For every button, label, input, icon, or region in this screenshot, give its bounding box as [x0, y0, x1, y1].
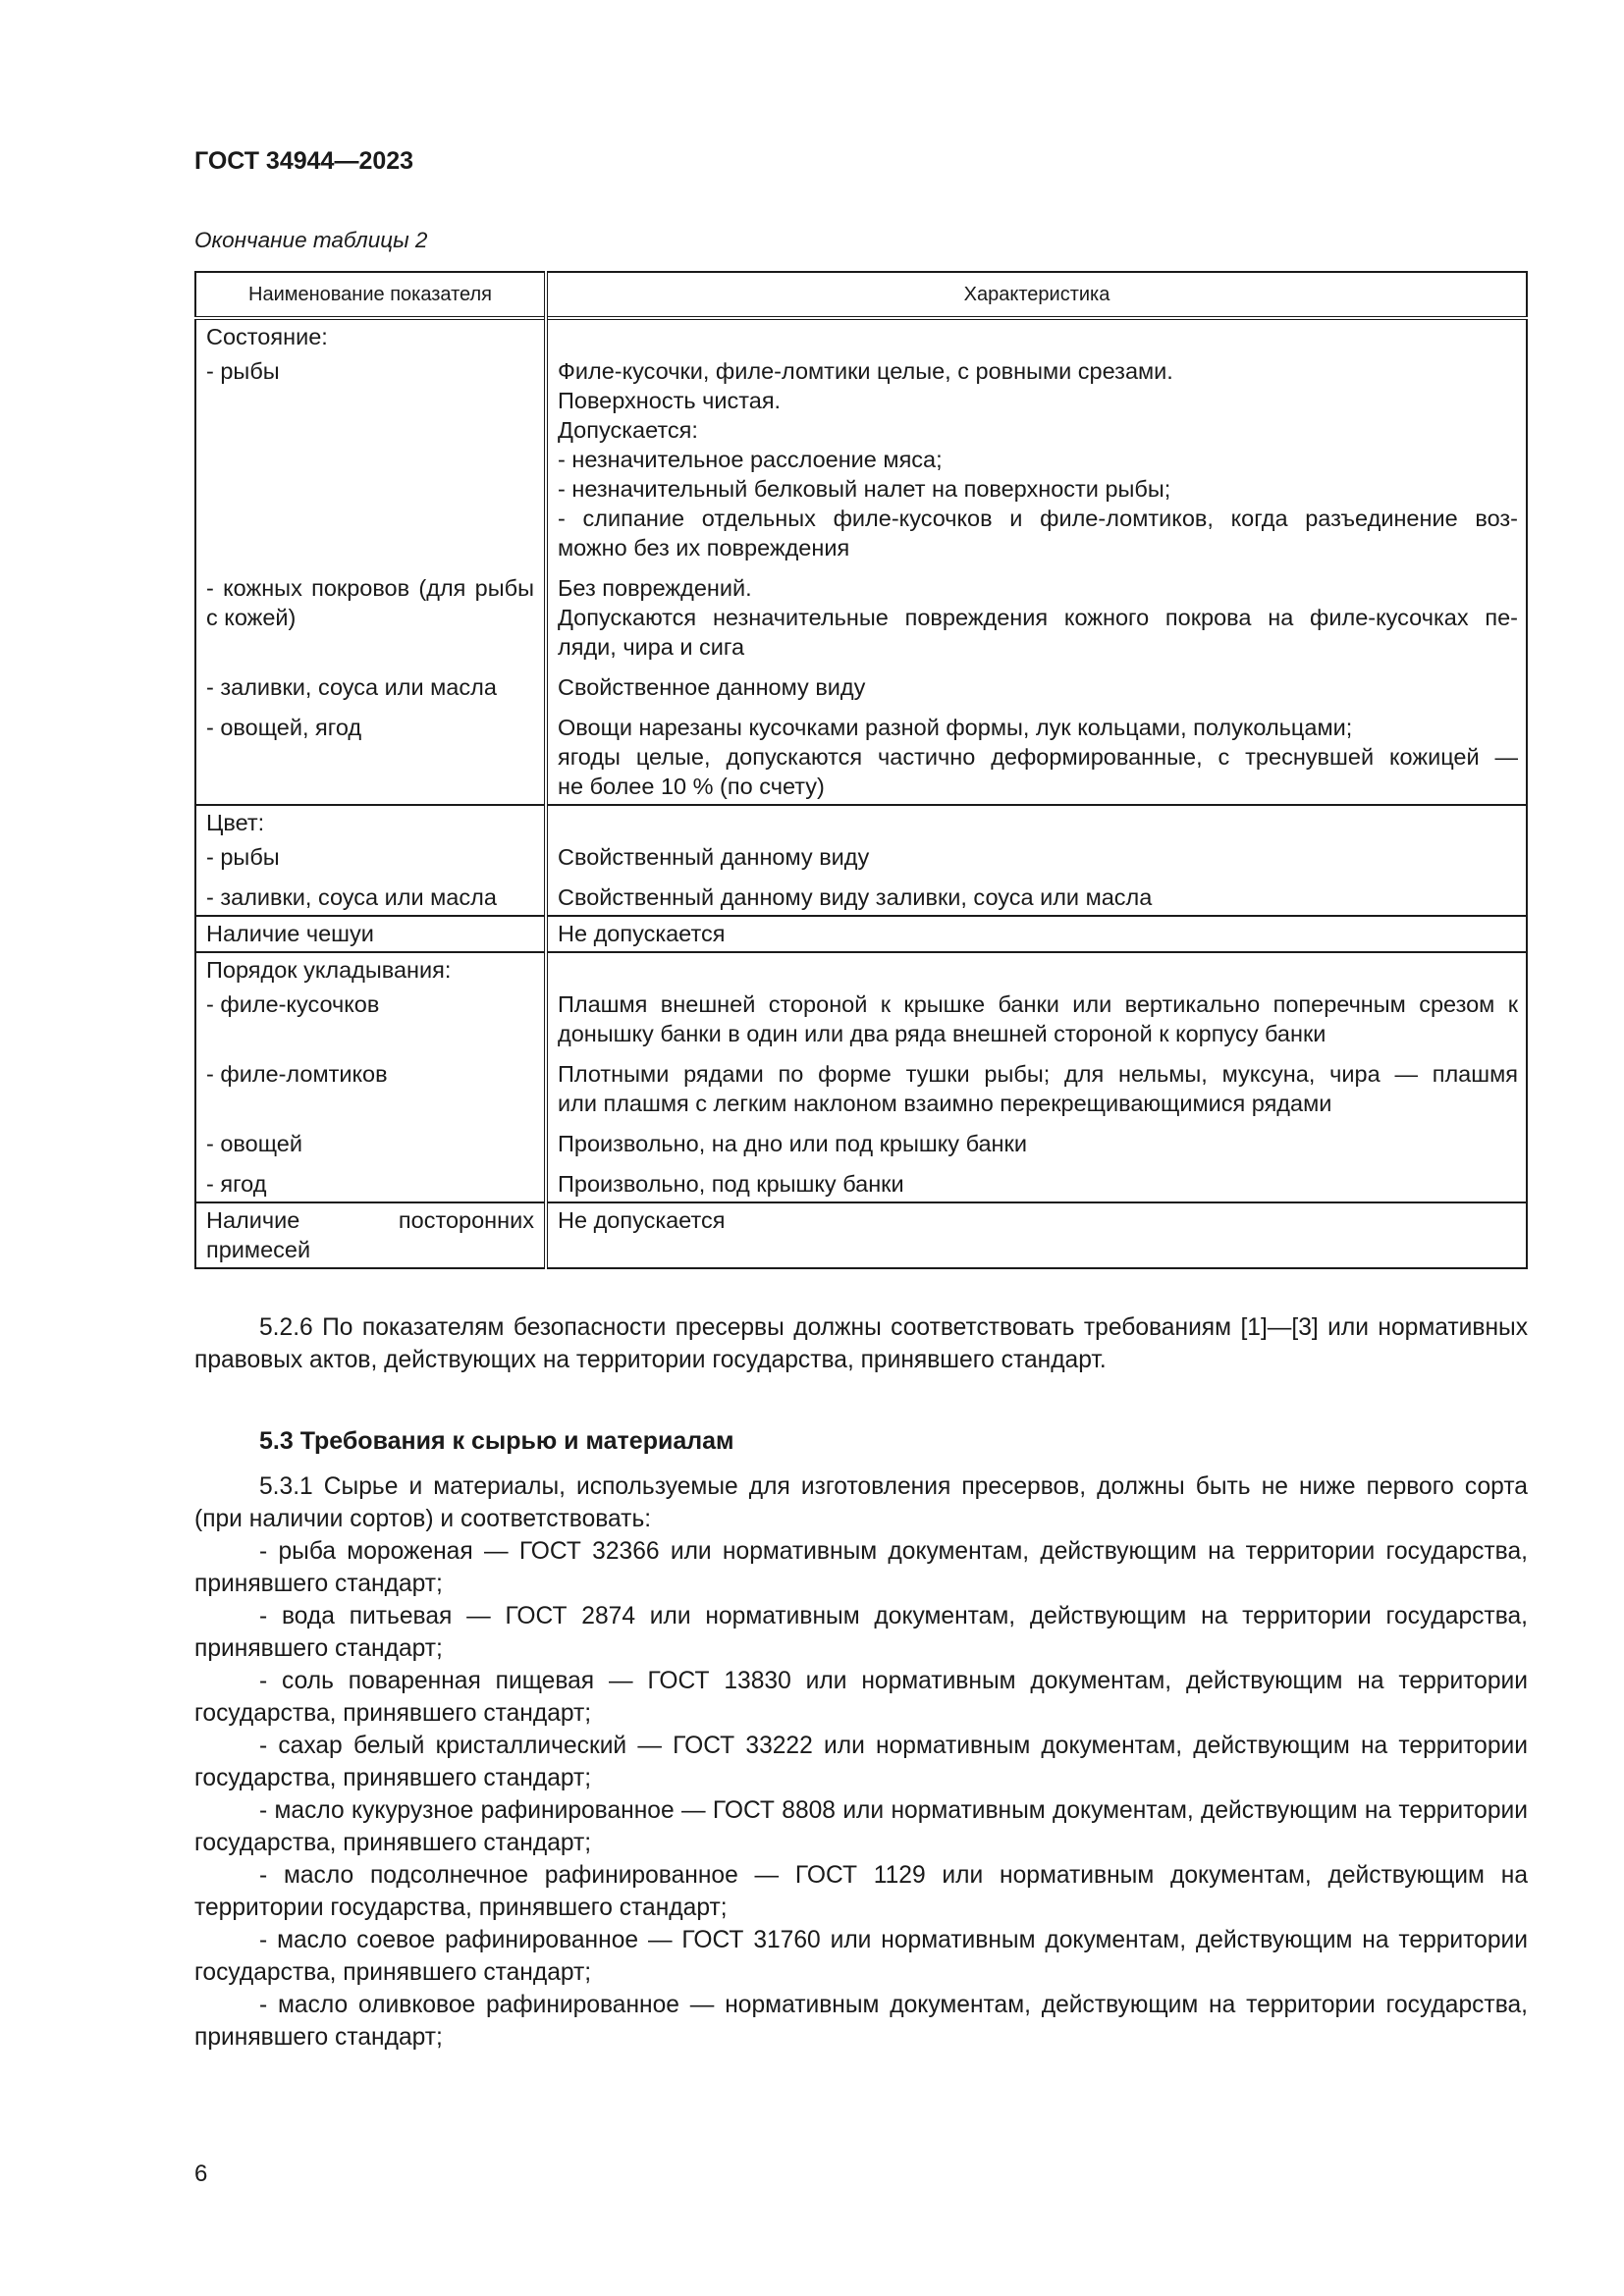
table-row	[195, 916, 1527, 952]
row-value: Плашмя внешней стороной к крышке банки или вертикально поперечным срезом к донышку банки в один или два ряда внешней стороной к корпусу банки	[558, 991, 1518, 1046]
table-row	[195, 665, 1527, 705]
table-row	[195, 1202, 1527, 1268]
section-5-3-body	[194, 1470, 1528, 2054]
list-item: - вода питьевая — ГОСТ 2874 или нормативным документам, действующим на территории государства, принявшего стандарт;	[194, 1603, 1528, 1662]
paragraph-5-2-6-block	[194, 1311, 1528, 1376]
row-name: - овощей, ягод	[195, 705, 546, 805]
row-value: Без повреждений. Допускаются незначительные повреждения кожного покрова на филе-кусочках пе- ляди, чира и сига	[558, 575, 1518, 660]
table-row	[195, 318, 1527, 354]
page-number: 6	[194, 2161, 208, 2187]
table-row	[195, 805, 1527, 840]
page-header: ГОСТ 34944—2023	[194, 147, 414, 175]
table-row	[195, 1161, 1527, 1202]
row-value: Произвольно, на дно или под крышку банки	[558, 1131, 1027, 1156]
row-name: Наличие посторонних примесей	[195, 1202, 546, 1268]
group-title-packing: Порядок укладывания:	[195, 952, 546, 988]
row-value: Свойственный данному виду	[558, 844, 870, 870]
row-value: Свойственный данному виду заливки, соуса или масла	[558, 884, 1153, 910]
table-row	[195, 565, 1527, 665]
table-row	[195, 354, 1527, 565]
column-header-indicator: Наименование показателя	[195, 272, 546, 318]
row-name: - овощей	[195, 1121, 546, 1161]
row-name: - филе-кусочков	[195, 988, 546, 1051]
section-heading-5-3: 5.3 Требования к сырью и материалам	[259, 1427, 734, 1455]
list-item: - масло подсолнечное рафинированное — ГОСТ 1129 или нормативным документам, действующим на территории государства, принявшего стандарт;	[194, 1862, 1528, 1921]
column-header-characteristic: Характеристика	[546, 272, 1527, 318]
row-value: Произвольно, под крышку банки	[558, 1171, 904, 1197]
group-title-condition: Состояние:	[195, 318, 546, 354]
list-item: - масло кукурузное рафинированное — ГОСТ 8808 или нормативным документам, действующим на территории государства, принявшего стандарт;	[194, 1797, 1528, 1856]
group-title-color: Цвет:	[195, 805, 546, 840]
paragraph-5-2-6: 5.2.6 По показателям безопасности пресервы должны соответствовать требованиям [1]—[3] или нормативных правовых актов, действующих на территории государства, принявшего стандарт.	[194, 1314, 1528, 1373]
row-name: - ягод	[195, 1161, 546, 1202]
table-caption: Окончание таблицы 2	[194, 228, 428, 252]
table-row	[195, 875, 1527, 916]
table-row	[195, 952, 1527, 988]
list-item: - рыба мороженая — ГОСТ 32366 или нормативным документам, действующим на территории государства, принявшего стандарт;	[194, 1538, 1528, 1597]
table-row	[195, 705, 1527, 805]
table-row	[195, 1121, 1527, 1161]
characteristics-table	[194, 271, 1528, 1269]
row-name: - рыбы	[195, 840, 546, 875]
table-row	[195, 840, 1527, 875]
list-item: - масло оливковое рафинированное — нормативным документам, действующим на территории государства, принявшего стандарт;	[194, 1992, 1528, 2051]
list-item: - соль поваренная пищевая — ГОСТ 13830 или нормативным документам, действующим на территории государства, принявшего стандарт;	[194, 1668, 1528, 1727]
list-item: - масло соевое рафинированное — ГОСТ 31760 или нормативным документам, действующим на территории государства, принявшего стандарт;	[194, 1927, 1528, 1986]
row-value: Филе-кусочки, филе-ломтики целые, с ровными срезами. Поверхность чистая. Допускается: - незначительное расслоение мяса; - незначительный белковый налет на поверхности рыбы; - слипание отдельных филе-кусочков и филе-ломтиков, когда разъединение воз- можно без их повреждения	[558, 358, 1518, 561]
row-name: - рыбы	[195, 354, 546, 565]
row-name: - заливки, соуса или масла	[195, 875, 546, 916]
row-name: Наличие чешуи	[195, 916, 546, 952]
list-item: - сахар белый кристаллический — ГОСТ 33222 или нормативным документам, действующим на территории государства, принявшего стандарт;	[194, 1733, 1528, 1791]
row-value: Плотными рядами по форме тушки рыбы; для нельмы, муксуна, чира — плашмя или плашмя с легким наклоном взаимно перекрещивающимися рядами	[558, 1061, 1518, 1116]
row-value: Овощи нарезаны кусочками разной формы, лук кольцами, полукольцами; ягоды целые, допускаются частично деформированные, с треснувшей кожицей — не более 10 % (по счету)	[558, 715, 1518, 799]
row-name: - заливки, соуса или масла	[195, 665, 546, 705]
table-row	[195, 988, 1527, 1051]
row-value: Свойственное данному виду	[558, 674, 866, 700]
table-header-row	[195, 272, 1527, 318]
row-value: Не допускается	[546, 916, 1527, 952]
row-name: - филе-ломтиков	[195, 1051, 546, 1121]
table-row	[195, 1051, 1527, 1121]
paragraph-5-3-1: 5.3.1 Сырье и материалы, используемые для изготовления пресервов, должны быть не ниже первого сорта (при наличии сортов) и соответствовать:	[194, 1473, 1528, 1532]
row-value: Не допускается	[546, 1202, 1527, 1268]
row-name: - кожных покровов (для рыбы с кожей)	[195, 565, 546, 665]
